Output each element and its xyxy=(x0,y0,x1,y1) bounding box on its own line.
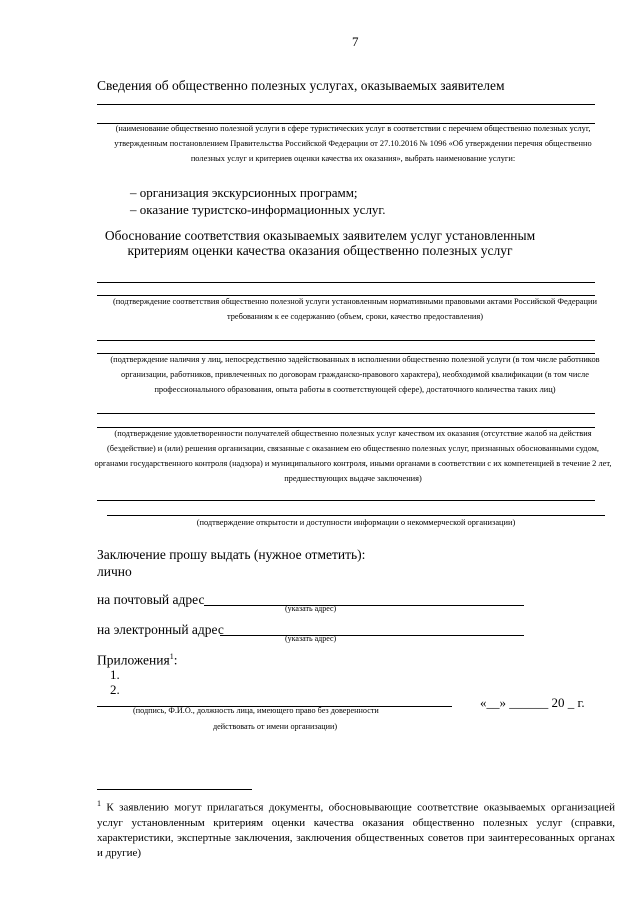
postal-address-field[interactable] xyxy=(204,605,524,606)
service-item-2: – оказание туристско-информационных услуг. xyxy=(130,202,386,217)
signature-hint-2: действовать от имени организации) xyxy=(213,722,338,731)
service-name-line[interactable] xyxy=(97,104,595,105)
footnote-mark: 1 xyxy=(97,799,101,808)
postal-address-hint: (указать адрес) xyxy=(285,604,337,613)
option-personal[interactable]: лично xyxy=(97,564,132,579)
service-item-1: – организация экскурсионных программ; xyxy=(130,185,358,200)
criterion-2-note: (подтверждение наличия у лиц, непосредственно задействованных в исполнении общественно полезной услуги (в том числе работников организации, работников, привлеченных по договорам гражданско-правового характера), необходимой квалификации (в том числе профессионального образования, опыта работы в соответствующей сфере), достаточного количества таких лиц) xyxy=(110,355,600,394)
criterion-4-line[interactable] xyxy=(97,500,595,501)
criterion-3-note: (подтверждение удовлетворенности получателей общественно полезных услуг качеством их оказания (отсутствие жалоб на действия (бездействие) и (или) решения организации, связанные с оказанием ею общественно полезных услуг, признанных обоснованными судом, органами государственного контроля (надзора) и муниципального контроля, иными органами в соответствии с их компетенцией в течение 2 лет, предшествующих выдаче заключения) xyxy=(94,429,612,483)
criterion-3-line[interactable] xyxy=(97,413,595,414)
email-address-field[interactable] xyxy=(220,635,524,636)
page-number: 7 xyxy=(352,34,359,49)
conclusion-title: Заключение прошу выдать (нужное отметить): xyxy=(97,547,366,562)
footnote-separator xyxy=(97,789,252,790)
criterion-2-line[interactable] xyxy=(97,340,595,341)
footnote-text: К заявлению могут прилагаться документы, обосновывающие соответствие оказываемых организацией услуг установленным критериям оценки качества оказания общественно полезных услуг (справки, характеристики, экспертные заключения, заключения общественных советов при заинтересованных органах и другие) xyxy=(97,801,615,859)
criterion-1-line[interactable] xyxy=(97,282,595,283)
services-note: (наименование общественно полезной услуги в сфере туристических услуг в соответствии с перечнем общественно полезных услуг, утвержденным постановлением Правительства Российской Федерации от 27.10.2016 № 1096 «Об утверждении перечня общественно полезных услуг и критериев оценки качества их оказания», выбрать наименование услуги: xyxy=(114,124,592,163)
attachment-item-2[interactable]: 2. xyxy=(110,682,120,697)
attachment-item-1[interactable]: 1. xyxy=(110,667,120,682)
justification-title-2: критериям оценки качества оказания общественно полезных услуг xyxy=(127,243,513,258)
criterion-4-note: (подтверждение открытости и доступности информации о некоммерческой организации) xyxy=(196,518,516,527)
page-heading: Сведения об общественно полезных услугах, оказываемых заявителем xyxy=(97,78,505,93)
footnote-ref: 1 xyxy=(169,652,174,661)
justification-title-1: Обоснование соответствия оказываемых заявителем услуг установленным xyxy=(104,228,536,243)
option-email[interactable]: на электронный адрес xyxy=(97,622,224,637)
email-address-hint: (указать адрес) xyxy=(285,634,337,643)
footnote xyxy=(97,796,615,861)
criterion-1-note: (подтверждение соответствия общественно полезной услуги установленным нормативными правовыми актами Российской Федерации требованиям к ее содержанию (объем, сроки, качество предоставления) xyxy=(113,297,597,321)
attachments-label-text: Приложения xyxy=(97,652,170,668)
signature-hint-1: (подпись, Ф.И.О., должность лица, имеющего право без доверенности xyxy=(133,706,379,715)
date-field[interactable]: «__» ______ 20 _ г. xyxy=(480,695,585,710)
option-postal[interactable]: на почтовый адрес xyxy=(97,592,205,607)
attachments-label: Приложения$^1$: xyxy=(97,652,178,668)
